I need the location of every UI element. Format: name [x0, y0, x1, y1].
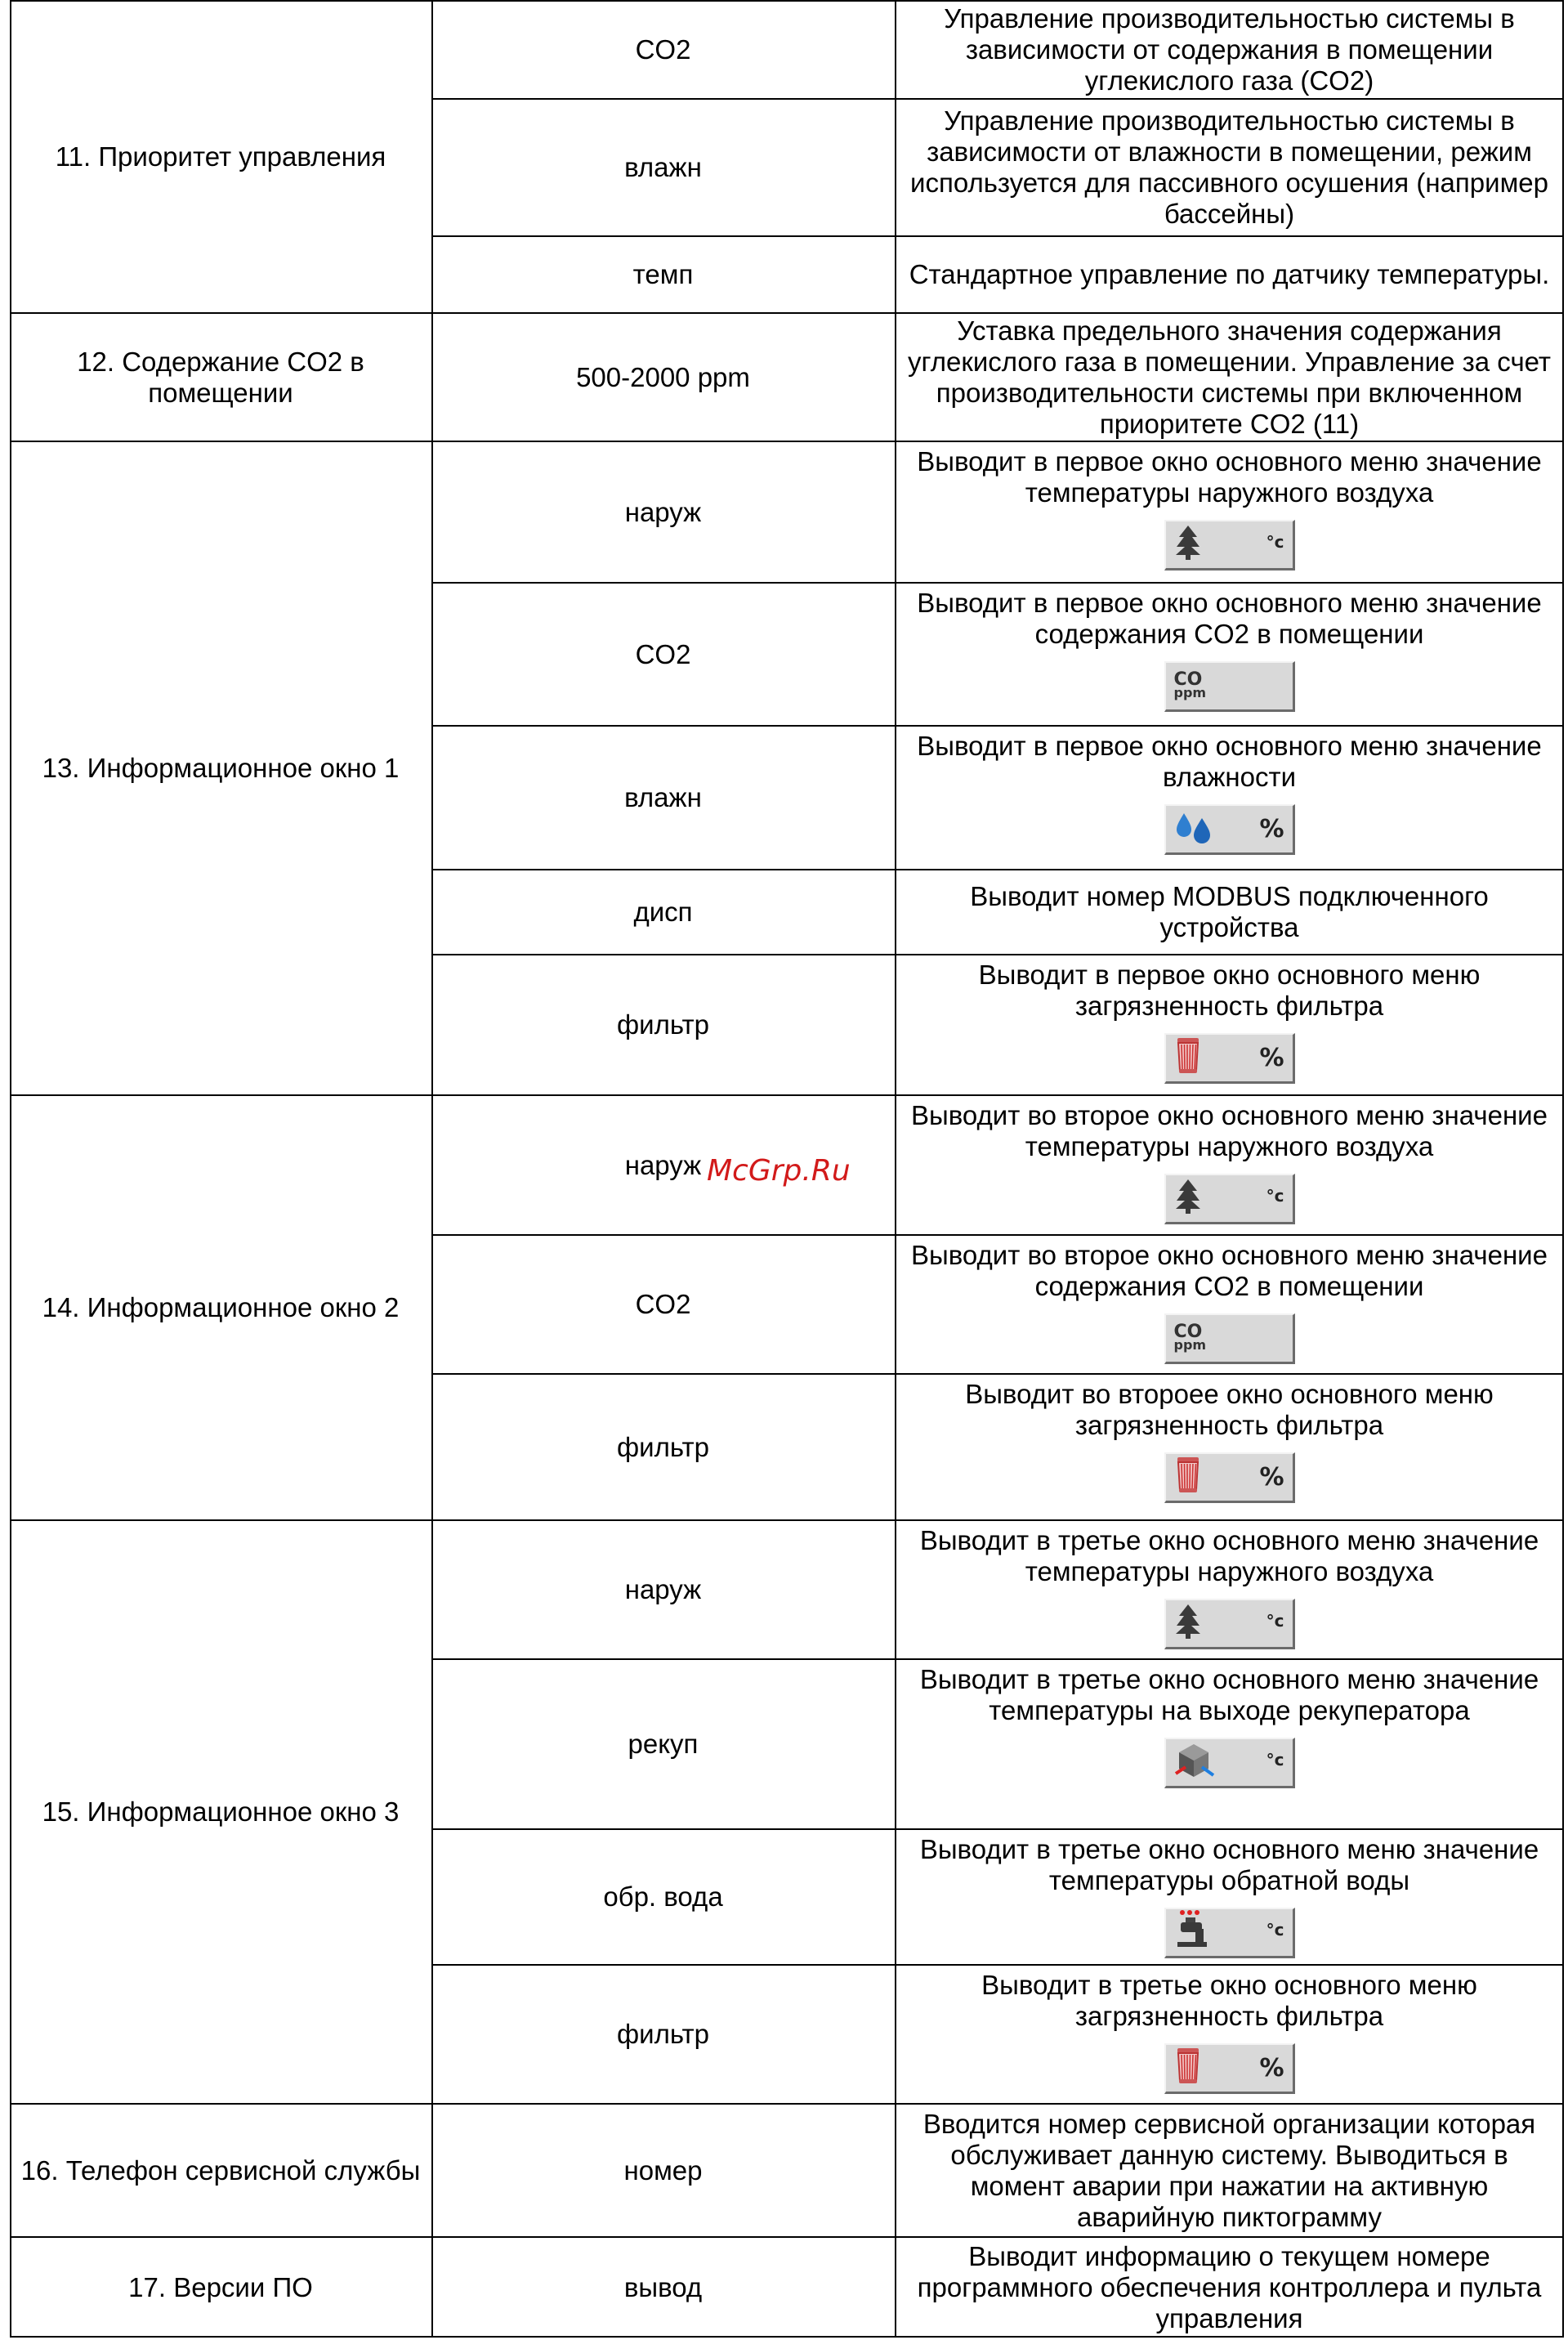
unit-label: % [1259, 2053, 1284, 2083]
option-description-cell [895, 1829, 1564, 1965]
table-border [10, 1094, 1564, 1096]
table-border [431, 1828, 1564, 1830]
water-tap-icon [1174, 1909, 1210, 1957]
option-value: фильтр [617, 1431, 709, 1462]
option-value-cell [431, 955, 895, 1095]
option-value-cell [431, 0, 895, 99]
table-border [431, 235, 1564, 237]
table-border [895, 0, 896, 2338]
table-border [431, 582, 1564, 584]
unit-label: °c [1266, 1920, 1284, 1940]
option-value: номер [623, 2154, 703, 2186]
display-window-icon [1164, 520, 1295, 570]
option-value: рекуп [628, 1729, 699, 1759]
table-border [10, 312, 1564, 314]
option-value-cell [431, 1659, 895, 1829]
option-description: Стандартное управление по датчику температуры. [909, 259, 1550, 289]
option-value-cell [431, 583, 895, 726]
outdoor-tree-icon [1174, 1178, 1202, 1220]
option-description: Управление производительностью системы в зависимости от влажности в помещении, режим используется для пассивного осушения (например бассейны) [910, 105, 1548, 229]
table-border [10, 1519, 1564, 1521]
option-description: Выводит во второее окно основного меню загрязненность фильтра [965, 1379, 1494, 1440]
option-value-cell [431, 1374, 895, 1520]
option-description-cell [895, 0, 1564, 99]
parameter-name-cell [10, 2104, 431, 2237]
option-value-cell [431, 1235, 895, 1374]
table-border [10, 2236, 1564, 2238]
parameter-name: 13. Информационное окно 1 [42, 753, 400, 783]
option-value-cell [431, 1965, 895, 2104]
unit-label: °c [1266, 1611, 1284, 1631]
option-description-cell [895, 726, 1564, 870]
table-border [431, 869, 1564, 870]
table-border [10, 441, 1564, 442]
option-value: дисп [633, 897, 693, 927]
option-value-cell [431, 313, 895, 441]
option-description: Выводит в первое окно основного меню значение содержания CO2 в помещении [917, 588, 1542, 649]
option-description: Выводит в третье окно основного меню значение температуры на выходе рекуператора [919, 1664, 1539, 1725]
table-border [10, 2336, 1564, 2338]
option-description-cell [895, 441, 1564, 583]
outdoor-tree-icon [1174, 524, 1202, 566]
option-description-cell [895, 870, 1564, 955]
option-description-cell [895, 1235, 1564, 1374]
display-window-icon [1164, 661, 1295, 712]
parameter-name-cell [10, 313, 431, 441]
table-border [431, 725, 1564, 727]
option-description-cell [895, 1374, 1564, 1520]
recuperator-icon [1174, 1741, 1217, 1785]
option-value-cell [431, 441, 895, 583]
option-description-cell [895, 236, 1564, 313]
option-description: Выводит в первое окно основного меню значение температуры наружного воздуха [917, 446, 1542, 508]
display-window-icon [1164, 1452, 1295, 1503]
table-border [431, 1964, 1564, 1966]
option-description: Выводит в третье окно основного меню значение температуры наружного воздуха [919, 1525, 1539, 1586]
parameter-name: 17. Версии ПО [128, 2271, 313, 2302]
unit-label: % [1259, 814, 1284, 843]
table-border [10, 0, 11, 2338]
unit-label: °c [1266, 1750, 1284, 1770]
option-description: Управление производительностью системы в зависимости от содержания в помещении углекислого газа (CO2) [944, 2, 1515, 96]
option-value: темп [632, 259, 694, 289]
option-description-cell [895, 955, 1564, 1095]
parameter-name: 11. Приоритет управления [55, 141, 386, 172]
option-description-cell [895, 313, 1564, 441]
parameter-name: 14. Информационное окно 2 [42, 1292, 400, 1322]
option-value-cell [431, 236, 895, 313]
table-border [431, 1373, 1564, 1375]
option-value: наруж [624, 496, 702, 527]
table-border [10, 0, 1564, 2]
table-border [10, 2103, 1564, 2105]
display-window-icon [1164, 1033, 1295, 1084]
display-window-icon [1164, 1738, 1295, 1788]
option-value-cell [431, 2104, 895, 2237]
option-description: Выводит в первое окно основного меню значение влажности [917, 731, 1542, 792]
unit-label: °c [1266, 1186, 1284, 1206]
option-value: фильтр [617, 2019, 709, 2049]
option-value: CO2 [635, 638, 691, 669]
co2-ppm-icon: CO ppm [1173, 1321, 1207, 1353]
option-description-cell [895, 2104, 1564, 2237]
option-description-cell [895, 2237, 1564, 2338]
option-value: фильтр [617, 1009, 709, 1040]
option-value-cell [431, 870, 895, 955]
option-value: вывод [623, 2271, 703, 2302]
option-description: Выводит в первое окно основного меню загрязненность фильтра [978, 960, 1481, 1021]
option-description-cell [895, 1095, 1564, 1235]
option-value-cell [431, 726, 895, 870]
option-value: CO2 [635, 34, 691, 65]
unit-label: % [1259, 1462, 1284, 1492]
option-description: Выводит в третье окно основного меню загрязненность фильтра [981, 1970, 1477, 2031]
watermark: McGrp.Ru [707, 1154, 851, 1188]
parameter-name: 16. Телефон сервисной службы [20, 2154, 421, 2186]
option-value: 500-2000 ppm [576, 361, 750, 392]
option-value: наруж [624, 1574, 702, 1604]
display-window-icon [1164, 1313, 1295, 1364]
option-value: наруж [624, 1149, 702, 1180]
option-value-cell [431, 99, 895, 236]
option-value: обр. вода [603, 1881, 723, 1912]
option-description: Выводит во второе окно основного меню значение содержания CO2 в помещении [911, 1240, 1548, 1301]
option-value-cell [431, 2237, 895, 2338]
option-value: влажн [624, 152, 702, 182]
display-window-icon [1164, 1908, 1295, 1958]
option-value: влажн [624, 782, 702, 812]
table-border [1562, 0, 1564, 2338]
option-description: Вводится номер сервисной организации которая обслуживает данную систему. Выводиться в момент аварии при нажатии на активную аварийную пиктограмму [922, 2108, 1536, 2232]
table-border [431, 1658, 1564, 1660]
humidity-drops-icon [1174, 808, 1213, 851]
outdoor-tree-icon [1174, 1603, 1202, 1645]
option-value-cell [431, 1520, 895, 1659]
parameter-name: 15. Информационное окно 3 [42, 1796, 400, 1827]
table-border [431, 0, 433, 2338]
parameter-name-cell [10, 2237, 431, 2338]
display-window-icon [1164, 804, 1295, 855]
option-value-cell [431, 1829, 895, 1965]
display-window-icon [1164, 1174, 1295, 1224]
option-description: Выводит в третье окно основного меню значение температуры обратной воды [919, 1834, 1539, 1895]
option-description-cell [895, 1965, 1564, 2104]
filter-icon [1174, 1456, 1202, 1500]
unit-label: % [1259, 1043, 1284, 1072]
option-description-cell [895, 1659, 1564, 1829]
option-value: CO2 [635, 1289, 691, 1319]
option-description-cell [895, 1520, 1564, 1659]
option-description: Выводит во второе окно основного меню значение температуры наружного воздуха [911, 1100, 1548, 1161]
table-border [431, 1234, 1564, 1236]
unit-label: °c [1266, 532, 1284, 552]
option-description: Выводит информацию о текущем номере программного обеспечения контроллера и пульта управления [917, 2240, 1542, 2333]
table-border [431, 98, 1564, 100]
display-window-icon [1164, 2043, 1295, 2094]
option-description: Уставка предельного значения содержания углекислого газа в помещении. Управление за счет производительности системы при включенном приоритете CO2 (11) [907, 315, 1552, 439]
option-description: Выводит номер MODBUS подключенного устройства [970, 881, 1489, 942]
filter-icon [1174, 1036, 1202, 1081]
filter-icon [1174, 2047, 1202, 2091]
option-description-cell [895, 99, 1564, 236]
parameter-name-cell [10, 1520, 431, 2104]
parameter-name: 12. Содержание CO2 в помещении [77, 346, 364, 408]
parameter-name-cell [10, 441, 431, 1095]
display-window-icon [1164, 1599, 1295, 1649]
parameter-name-cell [10, 0, 431, 313]
parameter-name-cell [10, 1095, 431, 1520]
option-description-cell [895, 583, 1564, 726]
table-border [431, 954, 1564, 955]
co2-ppm-icon: CO ppm [1173, 669, 1207, 700]
